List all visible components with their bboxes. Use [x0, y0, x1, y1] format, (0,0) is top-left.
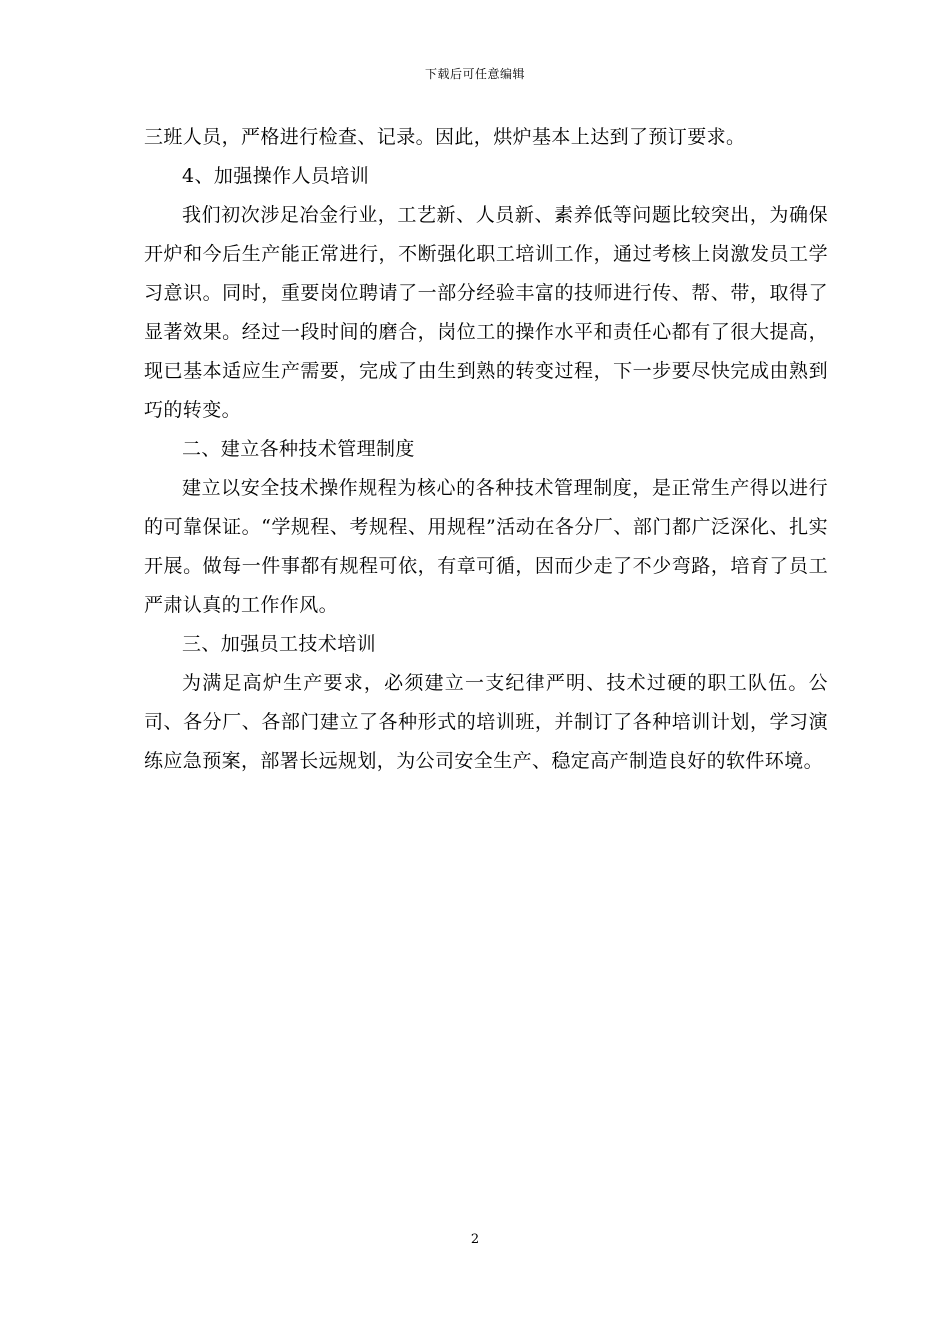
section-heading-staff-training: 三、加强员工技术培训 [182, 633, 377, 655]
section-heading-operator-training: 4、加强操作人员培训 [182, 165, 370, 187]
paragraph-operator-training: 我们初次涉足冶金行业，工艺新、人员新、素养低等问题比较突出，为确保开炉和今后生产能正常进行，不断强化职工培训工作，通过考核上岗激发员工学习意识。同时，重要岗位聘请了一部分经验丰富的技师进行传、帮、带，取得了显著效果。经过一段时间的磨合，岗位工的操作水平和责任心都有了很大提高，现已基本适应生产需要，完成了由生到熟的转变过程，下一步要尽快完成由熟到巧的转变。 [144, 204, 828, 421]
page-header: 下载后可任意编辑 [424, 67, 525, 81]
section-heading-management-system: 二、建立各种技术管理制度 [182, 438, 415, 460]
document-body [144, 118, 828, 781]
paragraph-continuation: 三班人员，严格进行检查、记录。因此，烘炉基本上达到了预订要求。 [144, 126, 746, 148]
page-number: 2 [470, 1232, 480, 1247]
paragraph-management-system: 建立以安全技术操作规程为核心的各种技术管理制度，是正常生产得以进行的可靠保证。“学规程、考规程、用规程”活动在各分厂、部门都广泛深化、扎实开展。做每一件事都有规程可依，有章可循，因而少走了不少弯路，培育了员工严肃认真的工作作风。 [144, 477, 828, 616]
paragraph-staff-training: 为满足高炉生产要求，必须建立一支纪律严明、技术过硬的职工队伍。公司、各分厂、各部门建立了各种形式的培训班，并制订了各种培训计划，学习演练应急预案，部署长远规划，为公司安全生产、稳定高产制造良好的软件环境。 [144, 672, 828, 772]
